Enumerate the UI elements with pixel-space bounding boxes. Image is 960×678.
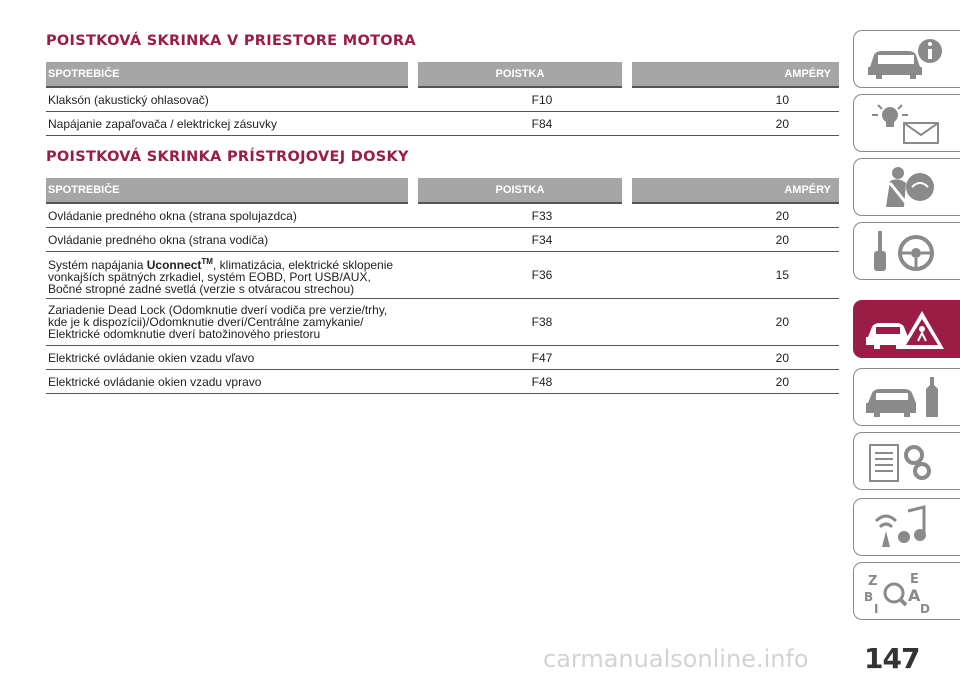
fuse-cell: F84 (413, 112, 627, 136)
svg-text:Z: Z (868, 574, 878, 589)
device-cell: Elektrické ovládanie okien vzadu vpravo (46, 370, 413, 394)
section-title-engine-fusebox: POISTKOVÁ SKRINKA V PRIESTORE MOTORA (46, 33, 416, 49)
header-fuse: POISTKA (413, 178, 627, 203)
fuse-cell: F34 (413, 228, 627, 252)
device-cell: Klaksón (akustický ohlasovač) (46, 87, 413, 112)
table-row (46, 252, 839, 299)
device-cell: Ovládanie predného okna (strana spolujazdca) (46, 203, 413, 228)
table-header-row (46, 178, 839, 203)
tab-maintenance[interactable] (853, 368, 960, 426)
fuse-cell: F38 (413, 299, 627, 346)
amps-cell: 20 (627, 299, 839, 346)
device-cell (46, 299, 413, 346)
fuse-cell: F48 (413, 370, 627, 394)
svg-text:E: E (910, 572, 919, 587)
index-icon (864, 569, 948, 613)
multimedia-icon (864, 505, 948, 549)
trademark: TM (201, 256, 213, 266)
amps-cell: 10 (627, 87, 839, 112)
tab-multimedia[interactable] (853, 498, 960, 556)
amps-cell: 20 (627, 370, 839, 394)
technical-data-icon (864, 439, 948, 483)
svg-text:D: D (920, 602, 930, 613)
tab-warning-lights[interactable] (853, 94, 960, 152)
table-row (46, 228, 839, 252)
fuse-cell: F33 (413, 203, 627, 228)
table-row (46, 299, 839, 346)
device-text: Systém napájania (48, 257, 147, 272)
main-content (46, 30, 839, 394)
page-number: 147 (864, 642, 920, 675)
amps-cell: 20 (627, 228, 839, 252)
device-text: Zariadenie Dead Lock (Odomknutie dverí vodiča pre verzie/trhy, (48, 303, 388, 317)
table-row (46, 370, 839, 394)
device-cell (46, 252, 413, 299)
amps-cell: 20 (627, 112, 839, 136)
warning-lights-icon (864, 101, 948, 145)
table-row (46, 203, 839, 228)
tab-key-steering[interactable] (853, 222, 960, 280)
fuse-cell: F36 (413, 252, 627, 299)
tab-seat-safety[interactable] (853, 158, 960, 216)
tab-emergency[interactable] (853, 300, 960, 358)
header-devices: SPOTREBIČE (46, 178, 413, 203)
key-steering-wheel-icon (864, 229, 948, 273)
dashboard-fuse-table (46, 178, 839, 394)
device-text: Bočné stropné zadné svetlá (verzie s otváracou strechou) (48, 281, 355, 296)
tab-technical-data[interactable] (853, 432, 960, 490)
svg-text:B: B (864, 590, 874, 604)
watermark: carmanualsonline.info (543, 645, 809, 673)
header-fuse: POISTKA (413, 62, 627, 87)
tab-index[interactable] (853, 562, 960, 620)
fuse-cell: F10 (413, 87, 627, 112)
amps-cell: 20 (627, 203, 839, 228)
table-row (46, 87, 839, 112)
device-text: Elektrické odomknutie dverí batožinového priestoru (48, 327, 321, 341)
amps-cell: 15 (627, 252, 839, 299)
svg-text:I: I (874, 602, 879, 613)
device-cell: Elektrické ovládanie okien vzadu vľavo (46, 346, 413, 370)
tab-car-info[interactable] (853, 30, 960, 88)
section-title-dashboard-fusebox: POISTKOVÁ SKRINKA PRÍSTROJOVEJ DOSKY (46, 149, 409, 165)
device-text: , klimatizácia, elektrické sklopenie (212, 257, 394, 272)
table-row (46, 346, 839, 370)
device-text: vonkajších spätných zrkadiel, systém EOBD, Port USB/AUX, (48, 269, 371, 284)
seat-safety-icon (864, 165, 948, 209)
table-header-row (46, 62, 839, 87)
svg-text:A: A (908, 586, 921, 605)
car-emergency-icon (864, 307, 948, 351)
engine-fuse-table (46, 62, 839, 136)
header-amps: AMPÉRY (627, 178, 839, 203)
device-cell: Napájanie zapaľovača / elektrickej zásuvky (46, 112, 413, 136)
table-row (46, 112, 839, 136)
device-text: kde je k dispozícii)/Odomknutie dverí/Centrálne zamykanie/ (48, 315, 364, 329)
amps-cell: 20 (627, 346, 839, 370)
header-devices: SPOTREBIČE (46, 62, 413, 87)
car-info-icon (864, 37, 948, 81)
car-maintenance-icon (864, 375, 948, 419)
header-amps: AMPÉRY (627, 62, 839, 87)
device-cell: Ovládanie predného okna (strana vodiča) (46, 228, 413, 252)
fuse-cell: F47 (413, 346, 627, 370)
uconnect-brand: Uconnect (146, 257, 202, 272)
